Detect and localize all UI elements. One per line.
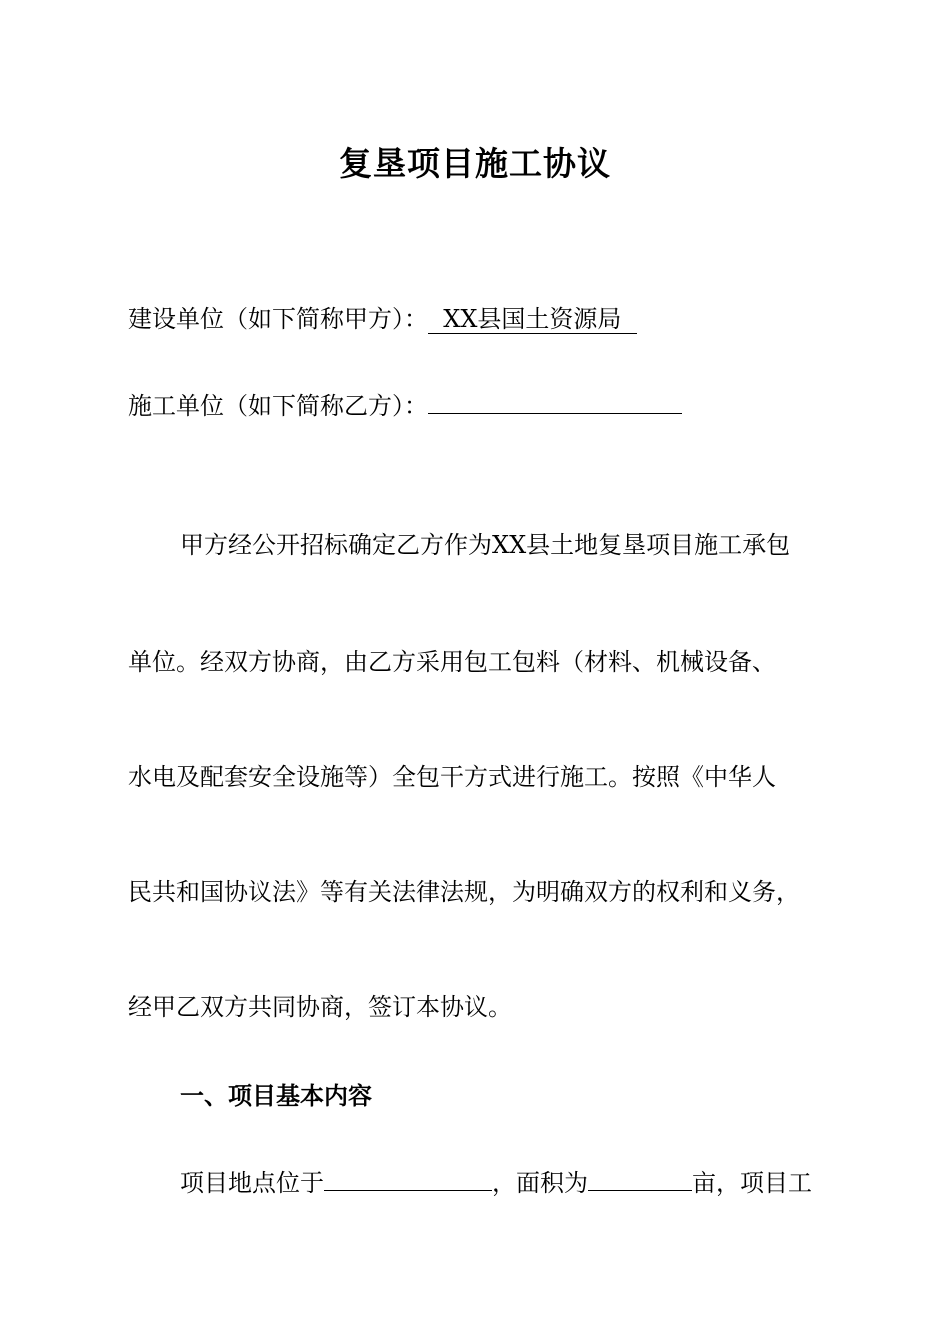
- paragraph-line-2: 单位。经双方协商，由乙方采用包工包料（材料、机械设备、: [128, 648, 776, 676]
- party-b-blank: [428, 391, 682, 414]
- paragraph-line-3: 水电及配套安全设施等）全包干方式进行施工。按照《中华人: [128, 763, 776, 791]
- party-a-line: [128, 302, 637, 336]
- section-1-text: [180, 1166, 812, 1200]
- party-b-line: [128, 389, 682, 423]
- document-title: 复垦项目施工协议: [339, 144, 611, 183]
- section-1-heading: 一、项目基本内容: [180, 1081, 372, 1110]
- area-blank: [588, 1168, 692, 1191]
- location-label: 项目地点位于: [180, 1169, 324, 1197]
- paragraph-line-5: 经甲乙双方共同协商，签订本协议。: [128, 993, 512, 1021]
- paragraph-line-1: 甲方经公开招标确定乙方作为XX县土地复垦项目施工承包: [180, 531, 791, 559]
- area-unit-text: 亩，项目工: [692, 1169, 812, 1197]
- party-a-value: XX县国土资源局: [428, 305, 637, 333]
- area-label: ，面积为: [492, 1169, 588, 1197]
- paragraph-line-4: 民共和国协议法》等有关法律法规，为明确双方的权利和义务，: [128, 878, 800, 906]
- party-b-label: 施工单位（如下简称乙方）：: [128, 392, 428, 420]
- location-blank: [324, 1168, 492, 1191]
- party-a-label: 建设单位（如下简称甲方）：: [128, 305, 428, 333]
